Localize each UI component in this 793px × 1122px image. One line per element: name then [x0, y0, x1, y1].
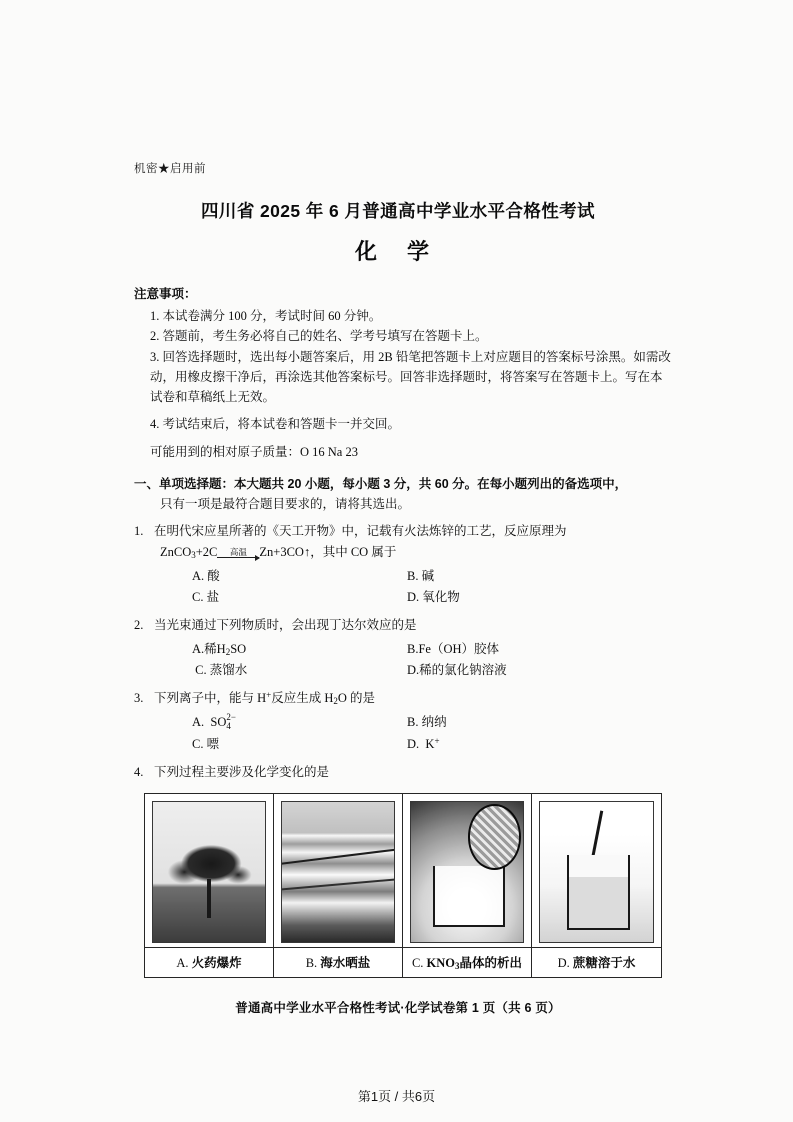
cell-text: 海水晒盐 — [320, 955, 371, 970]
question-text-tail: ，其中 CO 属于 — [310, 544, 397, 559]
cell-label — [274, 947, 402, 977]
page-indicator: 第1页 / 共6页 — [357, 1089, 436, 1104]
confidential-mark: 机密★启用前 — [134, 163, 206, 175]
notice-item: 1. 本试卷满分 100 分，考试时间 60 分钟。 — [150, 309, 382, 323]
option-c[interactable]: C. 蒸馏水 — [192, 663, 248, 678]
section-label: 一、单项选择题： — [134, 476, 235, 491]
atomic-mass-note: 可能用到的相对原子质量：O 16 Na 23 — [150, 444, 358, 459]
option-grid — [192, 639, 672, 682]
cell-label — [403, 947, 531, 977]
option-d[interactable]: D. 氧化物 — [407, 589, 460, 604]
question-number: 1. — [134, 524, 144, 538]
notice-heading: 注意事项： — [134, 287, 197, 301]
option-a[interactable]: A.稀$H_2SO$ — [192, 641, 247, 657]
question-4-image-table — [144, 793, 662, 978]
question-number: 3. — [134, 691, 144, 706]
condition-label: 高温 — [229, 546, 247, 557]
question-number: 2. — [134, 618, 144, 633]
option-grid — [192, 712, 672, 755]
question-text: 当光束通过下列物质时，会出现丁达尔效应的是 — [154, 618, 417, 633]
notice-item: 4. 考试结束后，将本试卷和答题卡一并交回。 — [150, 417, 401, 432]
question-number: 4. — [134, 764, 144, 779]
notice-list — [118, 306, 678, 435]
sugar-glass-icon — [539, 801, 654, 943]
reaction-condition-arrow — [217, 548, 259, 559]
formula-subscript: 3 — [191, 549, 196, 560]
question-3 — [134, 688, 672, 754]
option-c[interactable]: C. 嘌 — [192, 736, 220, 751]
section-desc-2: 只有一项是最符合题目要求的，请将其选出。 — [160, 496, 411, 511]
cell-label — [532, 947, 661, 977]
option-b[interactable]: B. 碱 — [407, 568, 435, 583]
option-c[interactable]: C. 盐 — [192, 589, 220, 604]
option-a[interactable]: A. SO 2− 4 — [192, 711, 236, 732]
cell-letter: A. — [176, 955, 189, 970]
cell-text: 蔗糖溶于水 — [572, 955, 636, 970]
formula-part: ZnCO — [160, 544, 192, 559]
formula-part: +2C — [195, 544, 218, 559]
option-b[interactable]: B. 纳纳 — [407, 715, 447, 730]
cell-letter: D. — [557, 955, 570, 970]
cell-letter: B. — [305, 955, 318, 970]
section-desc: 本大题共 20 小题，每小题 3 分，共 60 分。在每小题列出的备选项中， — [234, 476, 628, 491]
option-b[interactable]: B.Fe（OH）胶体 — [407, 641, 500, 656]
question-1 — [134, 521, 672, 608]
formula-part: Zn+3CO↑ — [259, 544, 311, 559]
question-4 — [134, 762, 672, 783]
page-footer: 普通高中学业水平合格性考试·化学试卷第 1 页（共 6 页） — [235, 1000, 561, 1015]
option-d[interactable]: D. K+ — [407, 735, 440, 751]
table-cell[interactable] — [403, 794, 532, 977]
option-a[interactable]: A. 酸 — [192, 568, 220, 583]
table-cell[interactable] — [532, 794, 661, 977]
question-formula-line — [160, 542, 672, 563]
question-text: 下列离子中，能与 H+反应生成 $H_2O$ 的是 — [154, 690, 376, 707]
cell-text: 火药爆炸 — [191, 955, 242, 970]
salt-field-icon — [281, 801, 395, 943]
notice-item: 3. 回答选择题时，选出每小题答案后，用 2B 铅笔把答题卡上对应题目的答案标号涂黑。如需改动，用橡皮擦干净后，再涂选其他答案标号。回答非选择题时，将答案写在答题卡上。写在本试卷和草稿纸上无效。 — [150, 349, 671, 404]
exam-title: 四川省 2025 年 6 月普通高中学业水平合格性考试 — [201, 201, 595, 221]
tree-landscape-icon — [152, 801, 266, 943]
question-2 — [134, 615, 672, 681]
cell-formula: $KNO_3$ — [426, 955, 460, 971]
question-text: 在明代宋应星所著的《天工开物》中，记载有火法炼锌的工艺，反应原理为 — [154, 524, 567, 538]
scanned-exam-paper — [118, 160, 678, 1015]
table-cell[interactable] — [145, 794, 274, 977]
notice-item: 2. 答题前，考生务必将自己的姓名、学考号填写在答题卡上。 — [150, 329, 488, 344]
cell-label — [145, 947, 273, 977]
cell-text: 晶体的析出 — [459, 955, 523, 970]
subject-title: 化 学 — [354, 239, 442, 264]
crystal-beaker-icon — [410, 801, 524, 943]
option-grid — [192, 566, 672, 609]
question-text: 下列过程主要涉及化学变化的是 — [154, 764, 330, 779]
option-d[interactable]: D.稀的氯化钠溶液 — [407, 663, 507, 678]
cell-letter: C. — [411, 955, 424, 970]
section-heading — [134, 474, 672, 515]
table-cell[interactable] — [274, 794, 403, 977]
